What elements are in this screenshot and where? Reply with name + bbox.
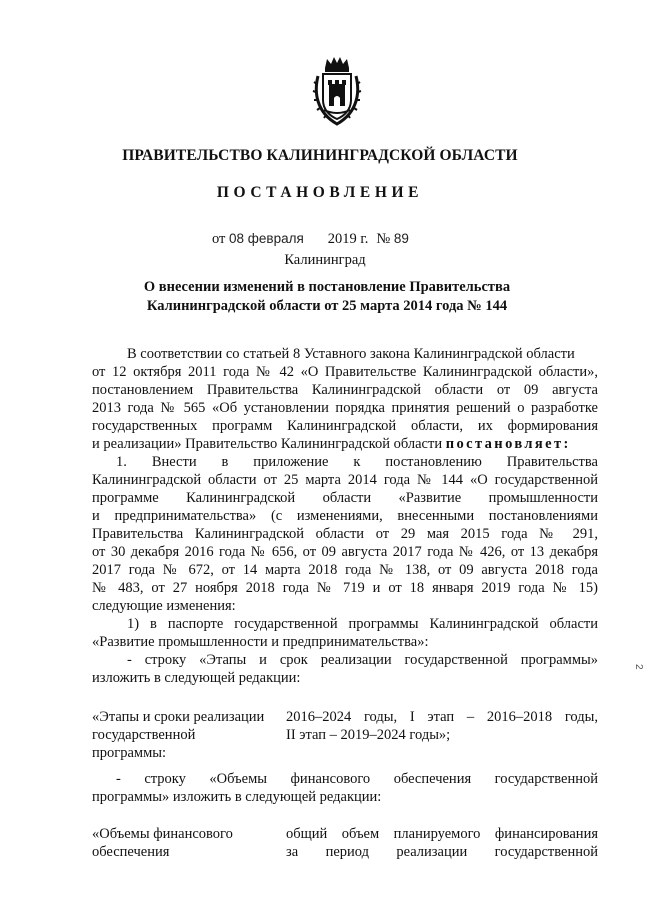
table-cell-value: общий объем планируемого финансирования <box>286 826 598 842</box>
body-line: Правительства Калининградской области от 29 мая 2015 года № 291, <box>92 526 598 542</box>
body-line: программы» изложить в следующей редакции: <box>92 789 382 805</box>
body-line: 1. Внести в приложение к постановлению Правительства <box>116 454 598 470</box>
body-line: № 483, от 27 ноября 2018 года № 719 и от 18 января 2019 года № 15) <box>92 580 598 596</box>
body-line: государственных программ Калининградской области, их формирования <box>92 418 598 434</box>
table-cell-value: 2016–2024 годы, I этап – 2016–2018 годы, <box>286 709 598 725</box>
city: Калининград <box>284 252 366 268</box>
body-line: Калининградской области от 25 марта 2014 года № 144 «О государственной <box>92 472 598 488</box>
body-line: 2013 года № 565 «Об установлении порядка принятия решений о разработке <box>92 400 598 416</box>
number-handwritten: 89 <box>393 231 409 246</box>
document-type: ПОСТАНОВЛЕНИЕ <box>216 184 424 201</box>
body-line: - строку «Этапы и срок реализации государственной программы» <box>127 652 598 668</box>
body-line: от 12 октября 2011 года № 42 «О Правительстве Калининградской области», <box>92 364 598 380</box>
date-prefix: от <box>212 231 226 247</box>
table-cell-label: государственной <box>92 727 196 743</box>
body-line: постановлением Правительства Калининградской области от 09 августа <box>92 382 598 398</box>
body-line: следующие изменения: <box>92 598 236 614</box>
body-line: от 30 декабря 2016 года № 656, от 09 августа 2017 года № 426, от 13 декабря <box>92 544 598 560</box>
table-cell-label: программы: <box>92 745 167 761</box>
table-cell-label: обеспечения <box>92 844 170 860</box>
body-line: «Развитие промышленности и предпринимательства»: <box>92 634 429 650</box>
number-prefix: № <box>376 231 391 247</box>
date-year: 2019 г. <box>327 231 369 247</box>
margin-mark: 2 <box>633 664 644 670</box>
date-handwritten: 08 февраля <box>229 231 304 246</box>
body-line: и реализации» Правительство Калининградской области постановляет: <box>92 436 571 452</box>
coat-of-arms-icon <box>312 54 362 126</box>
body-line: и предпринимательства» (с изменениями, внесенными постановлениями <box>92 508 598 524</box>
table-cell-value: за период реализации государственной <box>286 844 598 860</box>
table-cell-label: «Объемы финансового <box>92 826 233 842</box>
table-cell-label: «Этапы и сроки реализации <box>92 709 265 725</box>
body-line: 2017 года № 672, от 14 марта 2018 года № 138, от 09 августа 2018 года <box>92 562 598 578</box>
body-line: - строку «Объемы финансового обеспечения государственной <box>116 771 598 787</box>
resolves-word: постановляет: <box>445 436 571 452</box>
government-title: ПРАВИТЕЛЬСТВО КАЛИНИНГРАДСКОЙ ОБЛАСТИ <box>122 147 518 164</box>
body-line: изложить в следующей редакции: <box>92 670 301 686</box>
date-line <box>212 231 409 248</box>
body-line: В соответствии со статьей 8 Уставного закона Калининградской области <box>127 346 575 362</box>
table-cell-value: II этап – 2019–2024 годы»; <box>286 727 451 743</box>
body-line: 1) в паспорте государственной программы Калининградской области <box>127 616 598 632</box>
body-line: программе Калининградской области «Развитие промышленности <box>92 490 598 506</box>
subject-line-1: О внесении изменений в постановление Правительства <box>143 279 511 295</box>
subject-line-2: Калининградской области от 25 марта 2014 года № 144 <box>146 298 508 314</box>
